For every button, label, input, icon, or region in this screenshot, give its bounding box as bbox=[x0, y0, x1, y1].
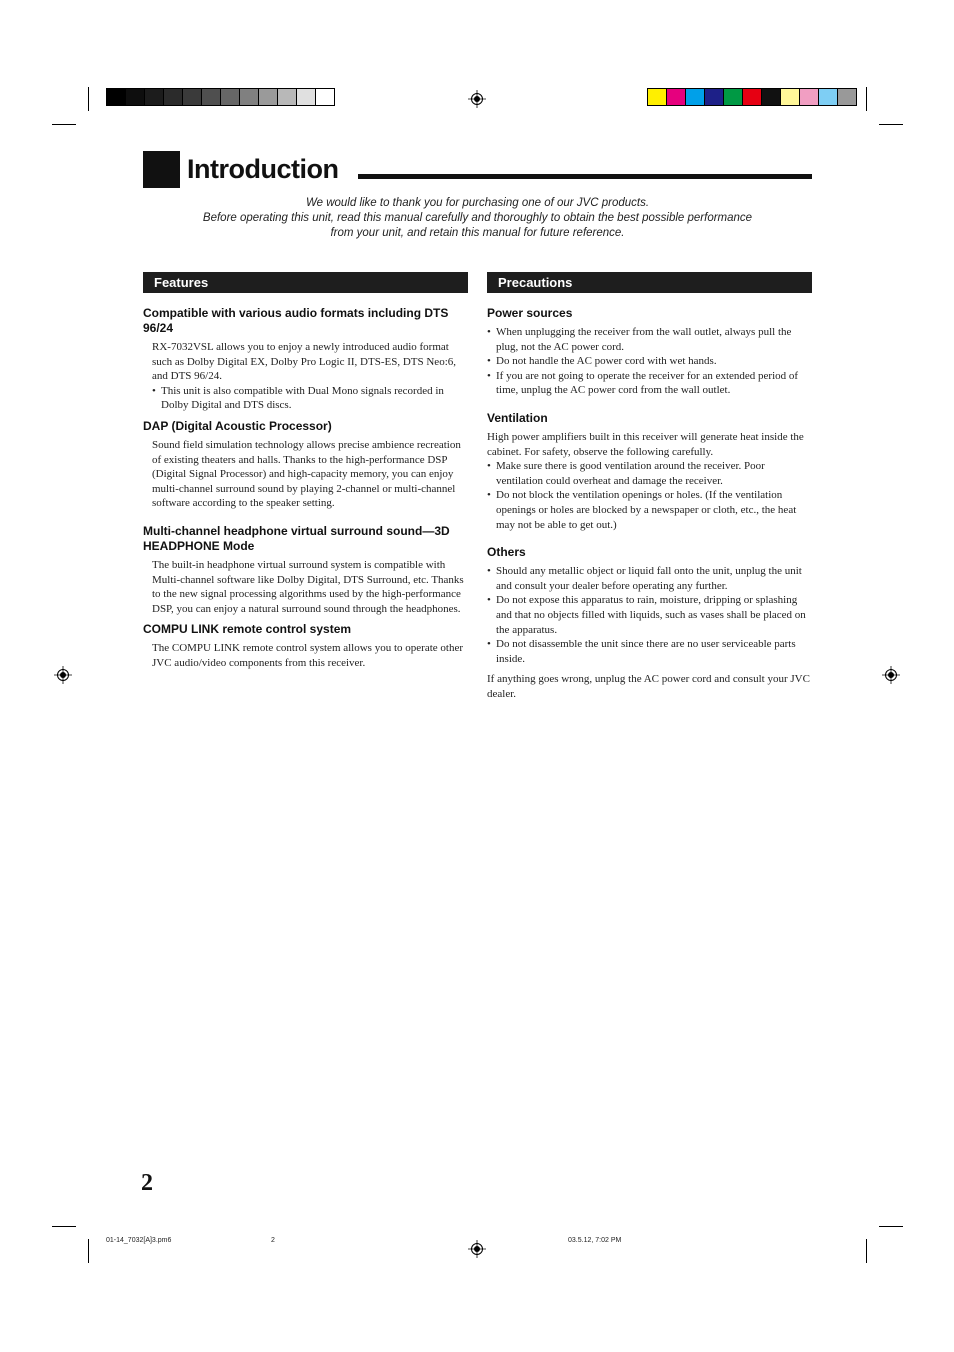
color-bar bbox=[647, 88, 857, 106]
list-item: • Make sure there is good ventilation around the receiver. Poor ventilation could overheat and damage the receiver. bbox=[487, 459, 812, 488]
others-body bbox=[487, 564, 812, 701]
crop-mark bbox=[88, 1239, 89, 1263]
intro-text bbox=[143, 196, 812, 241]
intro-line: Before operating this unit, read this manual carefully and thoroughly to obtain the best possible performance bbox=[202, 212, 753, 224]
color-swatch bbox=[259, 89, 278, 105]
others-bullets bbox=[487, 564, 812, 666]
power-sources-title: Power sources bbox=[487, 306, 573, 320]
color-swatch bbox=[316, 89, 334, 105]
feature-text: RX-7032VSL allows you to enjoy a newly introduced audio format such as Dolby Digital EX, Dolby Pro Logic II, DTS-ES, DTS Neo:6, and DTS 96/24. bbox=[152, 341, 456, 383]
list-item: • Do not disassemble the unit since there are no user serviceable parts inside. bbox=[487, 637, 812, 666]
list-item: • This unit is also compatible with Dual Mono signals recorded in Dolby Digital and DTS discs. bbox=[152, 384, 468, 413]
crop-mark bbox=[866, 1239, 867, 1263]
registration-mark-icon bbox=[468, 90, 486, 108]
feature-body bbox=[143, 558, 468, 616]
color-swatch bbox=[686, 89, 705, 105]
precautions-heading: Precautions bbox=[487, 272, 812, 293]
feature-title: Compatible with various audio formats including DTS 96/24 bbox=[143, 306, 449, 335]
feature-body bbox=[143, 641, 468, 670]
color-swatch bbox=[278, 89, 297, 105]
list-item: • Do not expose this apparatus to rain, moisture, dripping or splashing and that no objects filled with liquids, such as vases shall be placed on the apparatus. bbox=[487, 593, 812, 637]
feature-body bbox=[143, 340, 468, 413]
list-item: • Do not handle the AC power cord with wet hands. bbox=[487, 354, 812, 369]
title-marker-block bbox=[143, 151, 180, 188]
feature-title: DAP (Digital Acoustic Processor) bbox=[143, 418, 332, 433]
color-swatch bbox=[781, 89, 800, 105]
features-heading: Features bbox=[143, 272, 468, 293]
power-sources-bullets bbox=[487, 325, 812, 398]
color-swatch bbox=[107, 89, 126, 105]
ventilation-title: Ventilation bbox=[487, 410, 548, 425]
registration-mark-icon bbox=[54, 666, 72, 684]
others-closing-text: If anything goes wrong, unplug the AC power cord and consult your JVC dealer. bbox=[487, 673, 810, 700]
color-swatch bbox=[164, 89, 183, 105]
crop-mark bbox=[52, 124, 76, 125]
feature-bullets bbox=[152, 384, 468, 413]
feature-body bbox=[143, 438, 468, 511]
list-item: • Should any metallic object or liquid fall onto the unit, unplug the unit and consult your dealer before operating any further. bbox=[487, 564, 812, 593]
list-item: • Do not block the ventilation openings or holes. (If the ventilation openings or holes are blocked by a newspaper or cloth, etc., the heat may not be able to get out.) bbox=[487, 488, 812, 532]
color-swatch bbox=[743, 89, 762, 105]
intro-line: from your unit, and retain this manual for future reference. bbox=[330, 227, 625, 239]
color-swatch bbox=[724, 89, 743, 105]
ventilation-bullets bbox=[487, 459, 812, 532]
ventilation-body bbox=[487, 430, 812, 532]
registration-mark-icon bbox=[468, 1240, 486, 1258]
feature-text: Sound field simulation technology allows precise ambience recreation of existing theaters and halls. Thanks to the high-performance DSP (Digital Signal Processor) and high-capacity memory, you can enjoy multi-channel surround sound by playing 2-channel or multi-channel software according to the speaker setting. bbox=[152, 438, 461, 510]
feature-text: The built-in headphone virtual surround system is compatible with Multi-channel software like Dolby Digital, DTS Surround, etc. Thanks to the new signal processing algorithms used by the high-performance DSP, you can enjoy a natural surround sound through the headphones. bbox=[152, 558, 464, 615]
color-swatch bbox=[705, 89, 724, 105]
crop-mark bbox=[879, 124, 903, 125]
color-swatch bbox=[800, 89, 819, 105]
color-swatch bbox=[126, 89, 145, 105]
color-swatch bbox=[819, 89, 838, 105]
footer-date: 03.5.12, 7:02 PM bbox=[568, 1237, 622, 1244]
list-item: • When unplugging the receiver from the wall outlet, always pull the plug, not the AC power cord. bbox=[487, 325, 812, 354]
ventilation-text: High power amplifiers built in this receiver will generate heat inside the cabinet. For safety, observe the following carefully. bbox=[487, 430, 804, 458]
crop-mark bbox=[879, 1226, 903, 1227]
gray-color-bar bbox=[106, 88, 335, 106]
intro-line: We would like to thank you for purchasing one of our JVC products. bbox=[305, 197, 650, 209]
features-column bbox=[143, 272, 468, 671]
precautions-column bbox=[487, 272, 812, 701]
color-swatch bbox=[221, 89, 240, 105]
page-title: Introduction bbox=[187, 154, 339, 184]
color-swatch bbox=[762, 89, 781, 105]
color-swatch bbox=[297, 89, 316, 105]
color-swatch bbox=[202, 89, 221, 105]
crop-mark bbox=[52, 1226, 76, 1227]
feature-title: COMPU LINK remote control system bbox=[143, 622, 352, 637]
color-swatch bbox=[838, 89, 856, 105]
registration-mark-icon bbox=[882, 666, 900, 684]
feature-text: The COMPU LINK remote control system allows you to operate other JVC audio/video components from this receiver. bbox=[152, 642, 463, 669]
others-title: Others bbox=[487, 545, 526, 560]
footer-page: 2 bbox=[271, 1237, 275, 1244]
list-item: • If you are not going to operate the receiver for an extended period of time, unplug the AC power cord from the wall outlet. bbox=[487, 369, 812, 398]
color-swatch bbox=[183, 89, 202, 105]
feature-title: Multi-channel headphone virtual surround sound—3D HEADPHONE Mode bbox=[143, 523, 450, 553]
title-rule bbox=[358, 174, 812, 179]
crop-mark bbox=[866, 87, 867, 111]
color-swatch bbox=[667, 89, 686, 105]
color-swatch bbox=[648, 89, 667, 105]
crop-mark bbox=[88, 87, 89, 111]
page-number: 2 bbox=[141, 1170, 153, 1196]
color-swatch bbox=[145, 89, 164, 105]
footer-file-name: 01-14_7032[A]3.pm6 bbox=[106, 1237, 172, 1244]
color-swatch bbox=[240, 89, 259, 105]
